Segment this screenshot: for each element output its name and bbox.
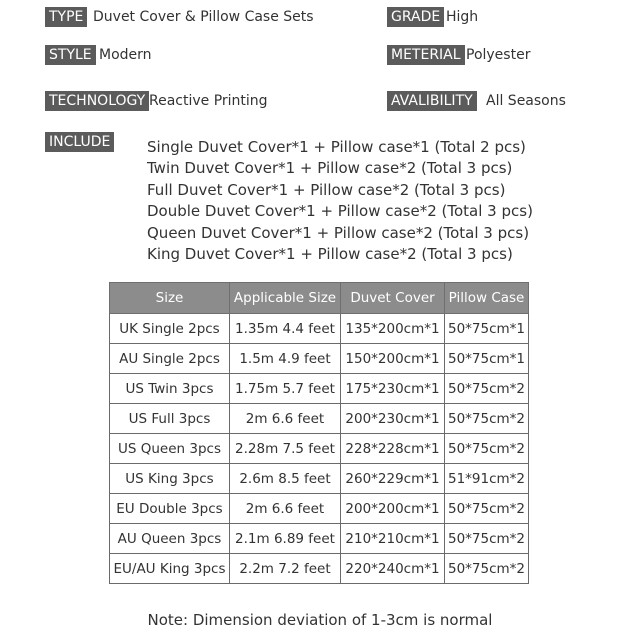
style-label: STYLE (45, 45, 96, 65)
cell-pillow-case: 50*75cm*2 (445, 434, 529, 464)
cell-duvet-cover: 200*230cm*1 (341, 404, 445, 434)
cell-applicable-size: 2m 6.6 feet (230, 494, 341, 524)
table-row (110, 404, 529, 434)
technology-label: TECHNOLOGY (45, 91, 149, 111)
cell-duvet-cover: 200*200cm*1 (341, 494, 445, 524)
dimension-note: Note: Dimension deviation of 1-3cm is normal (147, 611, 493, 629)
cell-size: EU Double 3pcs (110, 494, 230, 524)
table-row (110, 314, 529, 344)
cell-duvet-cover: 260*229cm*1 (341, 464, 445, 494)
include-item-single: Single Duvet Cover*1 + Pillow case*1 (Total 2 pcs) (147, 138, 526, 156)
include-item-double: Double Duvet Cover*1 + Pillow case*2 (Total 3 pcs) (147, 202, 533, 221)
grade-label: GRADE (387, 7, 444, 27)
cell-duvet-cover: 135*200cm*1 (341, 314, 445, 344)
header-size: Size (110, 283, 230, 314)
table-header-row (110, 283, 529, 314)
cell-pillow-case: 50*75cm*1 (445, 314, 529, 344)
cell-pillow-case: 50*75cm*2 (445, 494, 529, 524)
cell-size: UK Single 2pcs (110, 314, 230, 344)
cell-applicable-size: 2.6m 8.5 feet (230, 464, 341, 494)
cell-duvet-cover: 175*230cm*1 (341, 374, 445, 404)
table-row (110, 524, 529, 554)
cell-duvet-cover: 228*228cm*1 (341, 434, 445, 464)
cell-pillow-case: 50*75cm*1 (445, 344, 529, 374)
cell-applicable-size: 2m 6.6 feet (230, 404, 341, 434)
cell-applicable-size: 1.35m 4.4 feet (230, 314, 341, 344)
type-value: Duvet Cover & Pillow Case Sets (93, 9, 314, 25)
cell-size: US King 3pcs (110, 464, 230, 494)
table-row (110, 434, 529, 464)
style-value: Modern (99, 47, 152, 63)
size-table (109, 282, 529, 584)
cell-duvet-cover: 150*200cm*1 (341, 344, 445, 374)
material-value: Polyester (466, 47, 531, 63)
type-label: TYPE (45, 7, 87, 27)
cell-applicable-size: 1.75m 5.7 feet (230, 374, 341, 404)
cell-size: AU Single 2pcs (110, 344, 230, 374)
cell-pillow-case: 50*75cm*2 (445, 374, 529, 404)
header-pillow-case: Pillow Case (445, 283, 529, 314)
include-item-twin: Twin Duvet Cover*1 + Pillow case*2 (Total 3 pcs) (147, 159, 513, 178)
cell-duvet-cover: 210*210cm*1 (341, 524, 445, 554)
grade-value: High (446, 9, 479, 25)
table-row (110, 374, 529, 404)
include-label: INCLUDE (45, 132, 114, 152)
availability-value: All Seasons (486, 93, 566, 109)
cell-applicable-size: 2.28m 7.5 feet (230, 434, 341, 464)
header-duvet-cover: Duvet Cover (341, 283, 445, 314)
include-item-king: King Duvet Cover*1 + Pillow case*2 (Total 3 pcs) (147, 245, 513, 264)
include-item-full: Full Duvet Cover*1 + Pillow case*2 (Total 3 pcs) (147, 180, 506, 199)
table-row (110, 464, 529, 494)
table-row (110, 344, 529, 374)
header-applicable-size: Applicable Size (230, 283, 341, 314)
cell-duvet-cover: 220*240cm*1 (341, 554, 445, 584)
cell-applicable-size: 2.1m 6.89 feet (230, 524, 341, 554)
cell-pillow-case: 50*75cm*2 (445, 554, 529, 584)
table-row (110, 494, 529, 524)
cell-pillow-case: 50*75cm*2 (445, 404, 529, 434)
table-row (110, 554, 529, 584)
material-label: METERIAL (387, 45, 465, 65)
include-list (147, 137, 533, 265)
cell-applicable-size: 1.5m 4.9 feet (230, 344, 341, 374)
cell-pillow-case: 51*91cm*2 (445, 464, 529, 494)
cell-size: US Twin 3pcs (110, 374, 230, 404)
cell-size: US Full 3pcs (110, 404, 230, 434)
include-item-queen: Queen Duvet Cover*1 + Pillow case*2 (Total 3 pcs) (147, 223, 530, 242)
cell-size: AU Queen 3pcs (110, 524, 230, 554)
cell-pillow-case: 50*75cm*2 (445, 524, 529, 554)
cell-size: EU/AU King 3pcs (110, 554, 230, 584)
cell-applicable-size: 2.2m 7.2 feet (230, 554, 341, 584)
cell-size: US Queen 3pcs (110, 434, 230, 464)
technology-value: Reactive Printing (149, 93, 268, 109)
availability-label: AVALIBILITY (387, 91, 477, 111)
